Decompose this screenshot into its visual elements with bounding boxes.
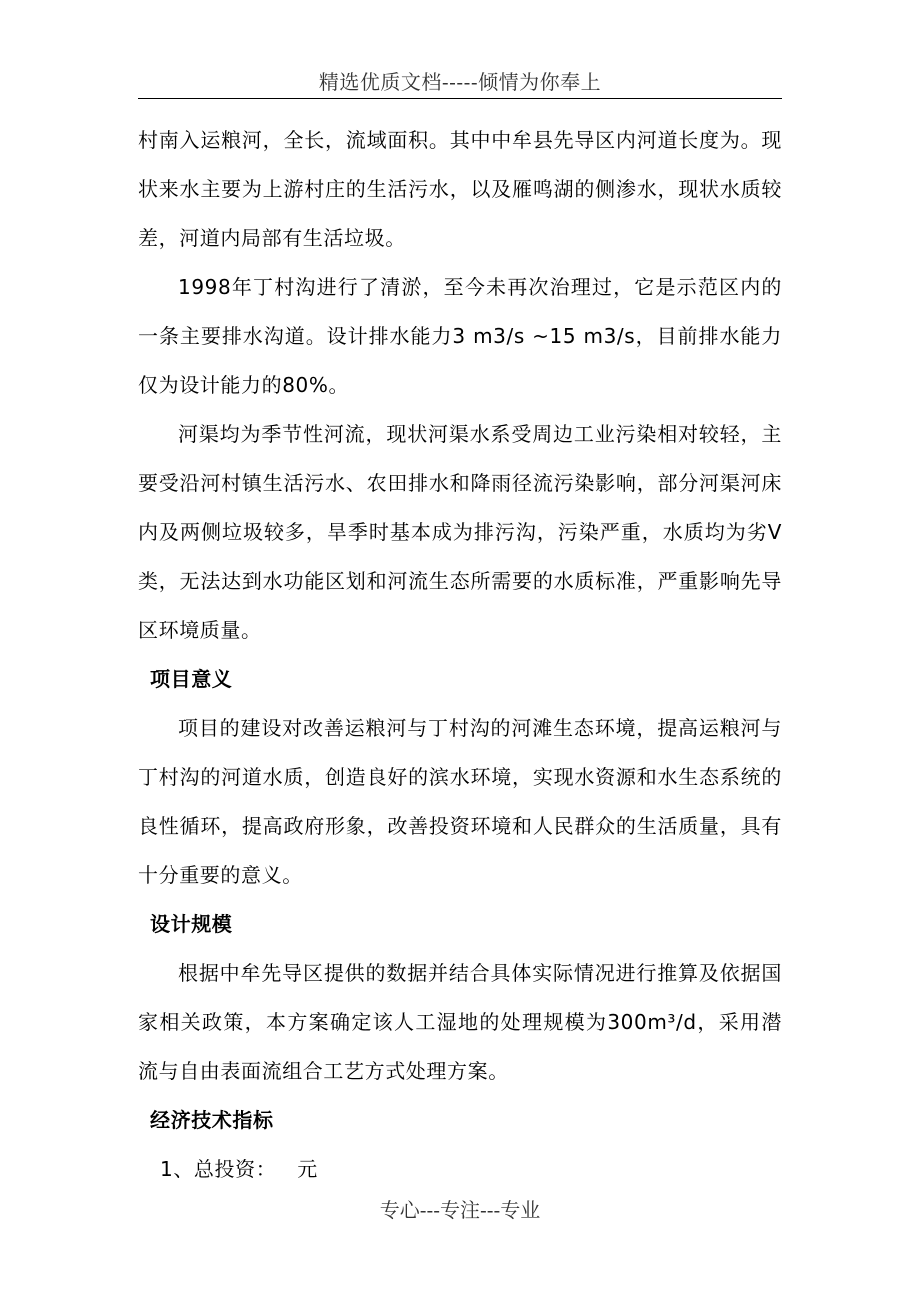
document-body [138,116,782,1194]
list-item-total-investment: 1、总投资： 元 [160,1157,318,1181]
paragraph-dingcungou-drainage: 1998年丁村沟进行了清淤，至今未再次治理过，它是示范区内的一条主要排水沟道。设计排水能力3 m3/s ~15 m3/s，目前排水能力仅为设计能力的80%。 [138,275,782,397]
paragraph-pollution-status: 河渠均为季节性河流，现状河渠水系受周边工业污染相对较轻，主要受沿河村镇生活污水、农田排水和降雨径流污染影响，部分河渠河床内及两侧垃圾较多，旱季时基本成为排污沟，污染严重，水质均为劣V类，无法达到水功能区划和河流生态所需要的水质标准，严重影响先导区环境质量。 [138,422,782,642]
page-footer: 专心---专注---专业 [379,1198,541,1222]
page-header: 精选优质文档-----倾情为你奉上 [318,70,602,94]
header-divider [138,98,782,99]
heading-economic-indicators: 经济技术指标 [150,1108,274,1132]
heading-project-significance: 项目意义 [150,667,233,691]
paragraph-design-scale: 根据中牟先导区提供的数据并结合具体实际情况进行推算及依据国家相关政策，本方案确定该人工湿地的处理规模为300m³/d，采用潜流与自由表面流组合工艺方式处理方案。 [138,961,782,1083]
heading-design-scale: 设计规模 [150,912,233,936]
paragraph-river-description: 村南入运粮河，全长，流域面积。其中中牟县先导区内河道长度为。现状来水主要为上游村庄的生活污水，以及雁鸣湖的侧渗水，现状水质较差，河道内局部有生活垃圾。 [138,128,782,250]
paragraph-project-significance: 项目的建设对改善运粮河与丁村沟的河滩生态环境，提高运粮河与丁村沟的河道水质，创造良好的滨水环境，实现水资源和水生态系统的良性循环，提高政府形象，改善投资环境和人民群众的生活质量，具有十分重要的意义。 [138,716,782,887]
